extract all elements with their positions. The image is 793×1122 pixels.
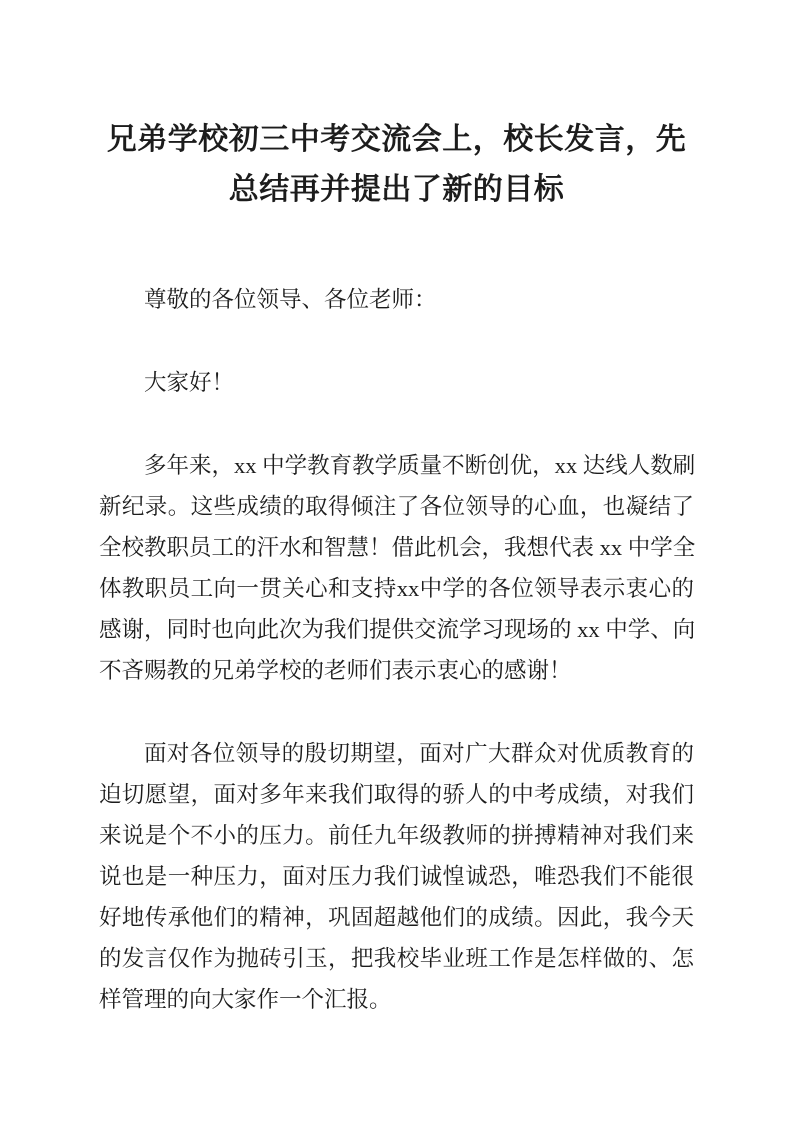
body-line: 体教职员工向一贯关心和支持xx中学的各位领导表示衷心的 bbox=[99, 576, 694, 601]
body-line: 好地传承他们的精神，巩固超越他们的成绩。因此，我今天 bbox=[99, 905, 694, 930]
body-line: 样管理的向大家作一个汇报。 bbox=[99, 987, 392, 1012]
document-body bbox=[99, 279, 694, 1020]
body-line: 全校教职员工的汗水和智慧！借此机会，我想代表 xx 中学全 bbox=[99, 535, 696, 560]
title-line-2: 总结再并提出了新的目标 bbox=[228, 173, 565, 206]
paragraph-1 bbox=[99, 279, 694, 320]
body-line: 说也是一种压力，面对压力我们诚惶诚恐，唯恐我们不能很 bbox=[99, 864, 694, 889]
body-line: 不吝赐教的兄弟学校的老师们表示衷心的感谢！ bbox=[99, 658, 572, 683]
body-line: 迫切愿望，面对多年来我们取得的骄人的中考成绩，对我们 bbox=[99, 782, 694, 807]
body-line: 多年来，xx 中学教育教学质量不断创优，xx 达线人数刷 bbox=[144, 453, 696, 478]
body-line: 的发言仅作为抛砖引玉，把我校毕业班工作是怎样做的、怎 bbox=[99, 946, 694, 971]
body-line: 来说是个不小的压力。前任九年级教师的拼搏精神对我们来 bbox=[99, 823, 694, 848]
body-line: 面对各位领导的殷切期望，面对广大群众对优质教育的 bbox=[144, 741, 694, 766]
paragraph-2 bbox=[99, 362, 694, 403]
body-line: 大家好！ bbox=[144, 370, 235, 395]
title-line-1: 兄弟学校初三中考交流会上，校长发言，先 bbox=[106, 123, 687, 156]
paragraph-4 bbox=[99, 733, 694, 1020]
body-line: 尊敬的各位领导、各位老师： bbox=[144, 287, 437, 312]
paragraph-3 bbox=[99, 445, 694, 691]
body-line: 感谢，同时也向此次为我们提供交流学习现场的 xx 中学、向 bbox=[99, 617, 696, 642]
document-title bbox=[99, 115, 694, 215]
body-line: 新纪录。这些成绩的取得倾注了各位领导的心血，也凝结了 bbox=[99, 494, 694, 519]
